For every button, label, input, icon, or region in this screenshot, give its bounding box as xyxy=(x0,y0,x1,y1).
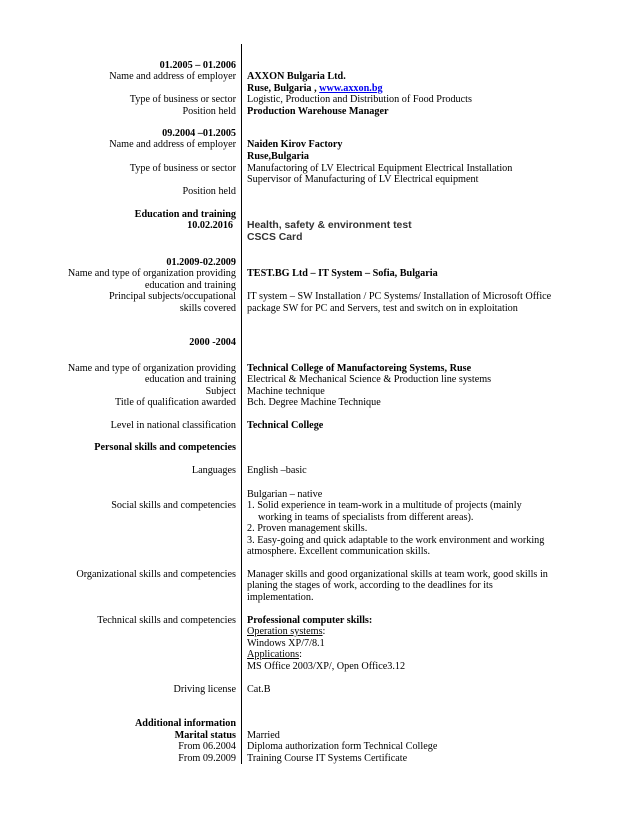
organizational-skills-label: Organizational skills and competencies xyxy=(76,569,236,580)
job1-period: 01.2005 – 01.2006 xyxy=(159,60,236,71)
education3-period: 2000 -2004 xyxy=(189,337,236,348)
social-skill-3: 3. Easy-going and quick adaptable to the work environment and working xyxy=(247,535,545,546)
column-divider xyxy=(241,44,242,764)
computer-skills-heading: Professional computer skills: xyxy=(247,615,373,626)
driving-license-label: Driving license xyxy=(173,684,236,695)
education3-subject: Electrical & Mechanical Science & Production line systems xyxy=(247,374,492,385)
job1-employer-label: Name and address of employer xyxy=(109,71,236,82)
languages: English –basic xyxy=(247,465,307,476)
education3-level: Technical College xyxy=(247,420,324,431)
apps-line xyxy=(247,649,302,661)
marital-status: Married xyxy=(247,730,280,741)
os-line xyxy=(247,626,325,638)
job1-position: Production Warehouse Manager xyxy=(247,106,389,117)
education3-qualification-label: Title of qualification awarded xyxy=(115,397,236,408)
education2-subjects-label: Principal subjects/occupational xyxy=(108,291,236,302)
apps-label: Applications xyxy=(247,649,300,660)
organizational-skills-1: Manager skills and good organizational skills at team work, good skills in xyxy=(247,569,548,580)
education3-org-label-2: education and training xyxy=(144,374,236,385)
job1-position-label: Position held xyxy=(182,106,236,117)
languages-label: Languages xyxy=(191,465,236,476)
education1-date: 10.02.2016 xyxy=(187,220,233,231)
driving-license: Cat.B xyxy=(247,684,271,695)
apps-colon: : xyxy=(299,649,302,660)
job1-employer-city: Ruse, Bulgaria , xyxy=(247,83,317,94)
apps-value: MS Office 2003/XP/, Open Office3.12 xyxy=(247,661,406,672)
skills-heading: Personal skills and competencies xyxy=(94,442,236,453)
job2-employer-name: Naiden Kirov Factory xyxy=(247,139,343,150)
social-skill-1-cont: working in teams of specialists from different areas). xyxy=(258,512,474,523)
job1-sector-label: Type of business or sector xyxy=(129,94,236,105)
job1-employer-name: AXXON Bulgaria Ltd. xyxy=(247,71,346,82)
education3-org: Technical College of Manufactoreing Systems, Ruse xyxy=(247,363,472,374)
education3-org-label: Name and type of organization providing xyxy=(67,363,236,374)
training-course: Training Course IT Systems Certificate xyxy=(247,753,408,764)
education2-org: TEST.BG Ltd – IT System – Sofia, Bulgaria xyxy=(247,268,438,279)
education1-title: Health, safety & environment test xyxy=(247,220,412,231)
education3-qualification: Bch. Degree Machine Technique xyxy=(247,397,381,408)
education2-org-label-2: education and training xyxy=(144,280,236,291)
job2-employer-city: Ruse,Bulgaria xyxy=(247,151,309,162)
employer-website-link[interactable]: www.axxon.bg xyxy=(319,83,383,94)
job1-sector: Logistic, Production and Distribution of Food Products xyxy=(247,94,472,105)
job2-position-label: Position held xyxy=(182,186,236,197)
job1-employer-address xyxy=(247,83,383,95)
native-language: Bulgarian – native xyxy=(247,489,323,500)
from-2009-label: From 09.2009 xyxy=(178,753,236,764)
additional-heading: Additional information xyxy=(134,718,236,729)
technical-skills-label: Technical skills and competencies xyxy=(97,615,236,626)
social-skill-1: 1. Solid experience in team-work in a multitude of projects (mainly xyxy=(247,500,522,511)
marital-status-label: Marital status xyxy=(174,730,236,741)
os-colon: : xyxy=(322,626,326,637)
diploma: Diploma authorization form Technical College xyxy=(247,741,438,752)
from-2004-label: From 06.2004 xyxy=(178,741,236,752)
job2-period: 09.2004 –01.2005 xyxy=(162,128,236,139)
social-skill-3-cont: atmosphere. Excellent communication skills. xyxy=(247,546,431,557)
job2-sector-label: Type of business or sector xyxy=(129,163,236,174)
organizational-skills-3: implementation. xyxy=(247,592,314,603)
social-skill-2: 2. Proven management skills. xyxy=(247,523,368,534)
education-heading: Education and training xyxy=(134,209,236,220)
education3-level-label: Level in national classification xyxy=(110,420,236,431)
education1-card: CSCS Card xyxy=(247,232,303,243)
education2-subjects: IT system – SW Installation / PC Systems/ Installation of Microsoft Office xyxy=(247,291,552,302)
job2-sector-line2: Supervisor of Manufacturing of LV Electrical equipment xyxy=(247,174,479,185)
organizational-skills-2: planing the stages of work, according to the deadlines for its xyxy=(247,580,493,591)
social-skills-label: Social skills and competencies xyxy=(111,500,236,511)
os-label: Operation systems xyxy=(247,626,323,637)
education2-period: 01.2009-02.2009 xyxy=(166,257,236,268)
education2-subjects-2: package SW for PC and Servers, test and switch on in exploitation xyxy=(247,303,518,314)
job2-sector: Manufactoring of LV Electrical Equipment Electrical Installation xyxy=(247,163,513,174)
job2-employer-label: Name and address of employer xyxy=(109,139,236,150)
os-value: Windows XP/7/8.1 xyxy=(247,638,325,649)
education3-subject-2: Machine technique xyxy=(247,386,325,397)
education2-org-label: Name and type of organization providing xyxy=(67,268,236,279)
education3-subject-label: Subject xyxy=(205,386,236,397)
education2-subjects-label-2: skills covered xyxy=(179,303,236,314)
